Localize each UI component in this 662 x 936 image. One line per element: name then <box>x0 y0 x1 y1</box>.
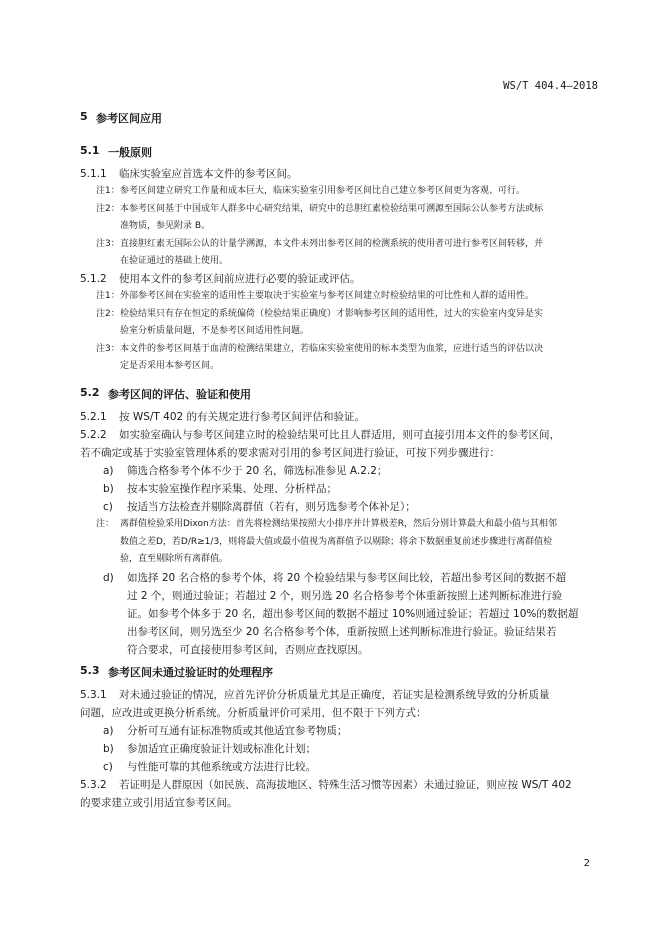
list-item-text: 筛选合格参考个体不少于 20 名，筛选标准参见 A.2.2； <box>127 465 388 477</box>
note-text: 数值之差D，若D/R≥1/3，则将最大值或最小值视为离群值予以剔除；将余下数据重复前述步骤进行离群值检 <box>120 537 553 547</box>
note-text: 本参考区间基于中国成年人群多中心研究结果，研究中的总胆红素检验结果可溯源至国际公认参考方法或标 <box>120 204 544 214</box>
list-item-text: 证。如参考个体多于 20 名，超出参考区间的数据不超过 10%则通过验证；若超过 10%的数据超 <box>127 608 579 620</box>
list-item-text: 参加适宜正确度验证计划或标准化计划； <box>127 743 316 755</box>
clause-5-2-1-number: 5.2.1 <box>80 411 107 423</box>
note-text: 直接胆红素无国际公认的计量学溯源，本文件未列出参考区间的检测系统的使用者可进行参考区间转移，并 <box>120 239 544 249</box>
clause-5-2-2-text: 如实验室确认与参考区间建立时的检验结果可比且人群适用，则可直接引用本文件的参考区间， <box>119 429 560 441</box>
clause-5-2-2-text: 若不确定或基于实验室管理体系的要求需对引用的参考区间进行验证，可按下列步骤进行： <box>80 447 500 459</box>
note-text: 外部参考区间在实验室的适用性主要取决于实验室与参考区间建立时检验结果的可比性和人群的适用性。 <box>120 291 535 301</box>
section-5-title: 参考区间应用 <box>96 112 162 125</box>
note-text: 验，直至剔除所有离群值。 <box>120 554 229 564</box>
note-text: 验室分析质量问题，不是参考区间适用性问题。 <box>120 326 310 336</box>
page-number: 2 <box>583 858 590 869</box>
list-item-label: c) <box>103 761 113 773</box>
note-label: 注2： <box>96 309 120 319</box>
note-text: 参考区间建立研究工作量和成本巨大，临床实验室引用参考区间比自己建立参考区间更为客观、可行。 <box>120 186 526 196</box>
clause-5-1-2-number: 5.1.2 <box>80 273 107 285</box>
list-item-label: a) <box>103 725 114 737</box>
note-text: 检验结果只有存在恒定的系统偏倚（检验结果正确度）才影响参考区间的适用性，过大的实验室内变异是实 <box>120 309 544 319</box>
list-item-text: 如选择 20 名合格的参考个体，将 20 个检验结果与参考区间比较，若超出参考区间的数据不超 <box>127 572 567 584</box>
list-item-label: c) <box>103 501 113 513</box>
note-label: 注1： <box>96 186 120 196</box>
clause-5-1-1-number: 5.1.1 <box>80 168 107 180</box>
list-item-text: 过 2 个，则通过验证；若超过 2 个，则另选 20 名合格参考个体重新按照上述判断标准进行验 <box>127 590 563 602</box>
section-5-2-title: 参考区间的评估、验证和使用 <box>108 388 251 401</box>
note-text: 准物质，参见附录 B。 <box>120 221 211 231</box>
section-5-1-title: 一般原则 <box>108 146 152 159</box>
list-item-label: b) <box>103 483 114 495</box>
list-item-label: d) <box>103 572 114 584</box>
note-text: 本文件的参考区间基于血清的检测结果建立，若临床实验室使用的标本类型为血浆，应进行适当的评估以决 <box>120 344 544 354</box>
clause-5-3-2-text: 若证明是人群原因（如民族、高海拔地区、特殊生活习惯等因素）未通过验证，则应按 WS/T 402 <box>119 779 572 791</box>
clause-5-1-2-text: 使用本文件的参考区间前应进行必要的验证或评估。 <box>119 273 361 285</box>
clause-5-3-1-text: 对未通过验证的情况，应首先评价分析质量尤其是正确度，若证实是检测系统导致的分析质量 <box>119 689 550 701</box>
section-5-3-title: 参考区间未通过验证时的处理程序 <box>108 666 273 679</box>
note-label: 注1： <box>96 291 120 301</box>
clause-5-3-1-text: 问题，应改进或更换分析系统。分析质量评价可采用，但不限于下列方式： <box>80 707 427 719</box>
clause-5-2-2-number: 5.2.2 <box>80 429 107 441</box>
note-text: 定是否采用本参考区间。 <box>120 361 220 371</box>
note-label: 注2： <box>96 204 120 214</box>
note-label: 注3： <box>96 344 120 354</box>
note-text: 离群值检验采用Dixon方法：首先将检测结果按照大小排序并计算极差R，然后分别计算最大和最小值与其相邻 <box>120 519 557 529</box>
section-5-1-number: 5.1 <box>80 144 100 157</box>
note-text: 在验证通过的基础上使用。 <box>120 256 229 266</box>
section-5-2-number: 5.2 <box>80 386 100 399</box>
clause-5-3-2-text: 的要求建立或引用适宜参考区间。 <box>80 797 238 809</box>
standard-number: WS/T 404.4—2018 <box>503 80 598 92</box>
clause-5-3-2-number: 5.3.2 <box>80 779 107 791</box>
list-item-text: 分析可互通有证标准物质或其他适宜参考物质； <box>127 725 348 737</box>
clause-5-1-1-text: 临床实验室应首选本文件的参考区间。 <box>119 168 298 180</box>
list-item-text: 按适当方法检查并剔除离群值（若有，则另选参考个体补足）； <box>127 501 416 513</box>
list-item-text: 按本实验室操作程序采集、处理、分析样品； <box>127 483 337 495</box>
clause-5-3-1-number: 5.3.1 <box>80 689 107 701</box>
clause-5-2-1-text: 按 WS/T 402 的有关规定进行参考区间评估和验证。 <box>119 411 366 423</box>
section-5-3-number: 5.3 <box>80 664 100 677</box>
list-item-label: b) <box>103 743 114 755</box>
list-item-text: 符合要求，可直接使用参考区间，否则应查找原因。 <box>127 644 369 656</box>
list-item-label: a) <box>103 465 114 477</box>
list-item-text: 与性能可靠的其他系统或方法进行比较。 <box>127 761 316 773</box>
note-label: 注： <box>96 519 115 529</box>
list-item-text: 出参考区间，则另选至少 20 名合格参考个体，重新按照上述判断标准进行验证。验证结果若 <box>127 626 557 638</box>
note-label: 注3： <box>96 239 120 249</box>
section-5-number: 5 <box>80 110 88 123</box>
